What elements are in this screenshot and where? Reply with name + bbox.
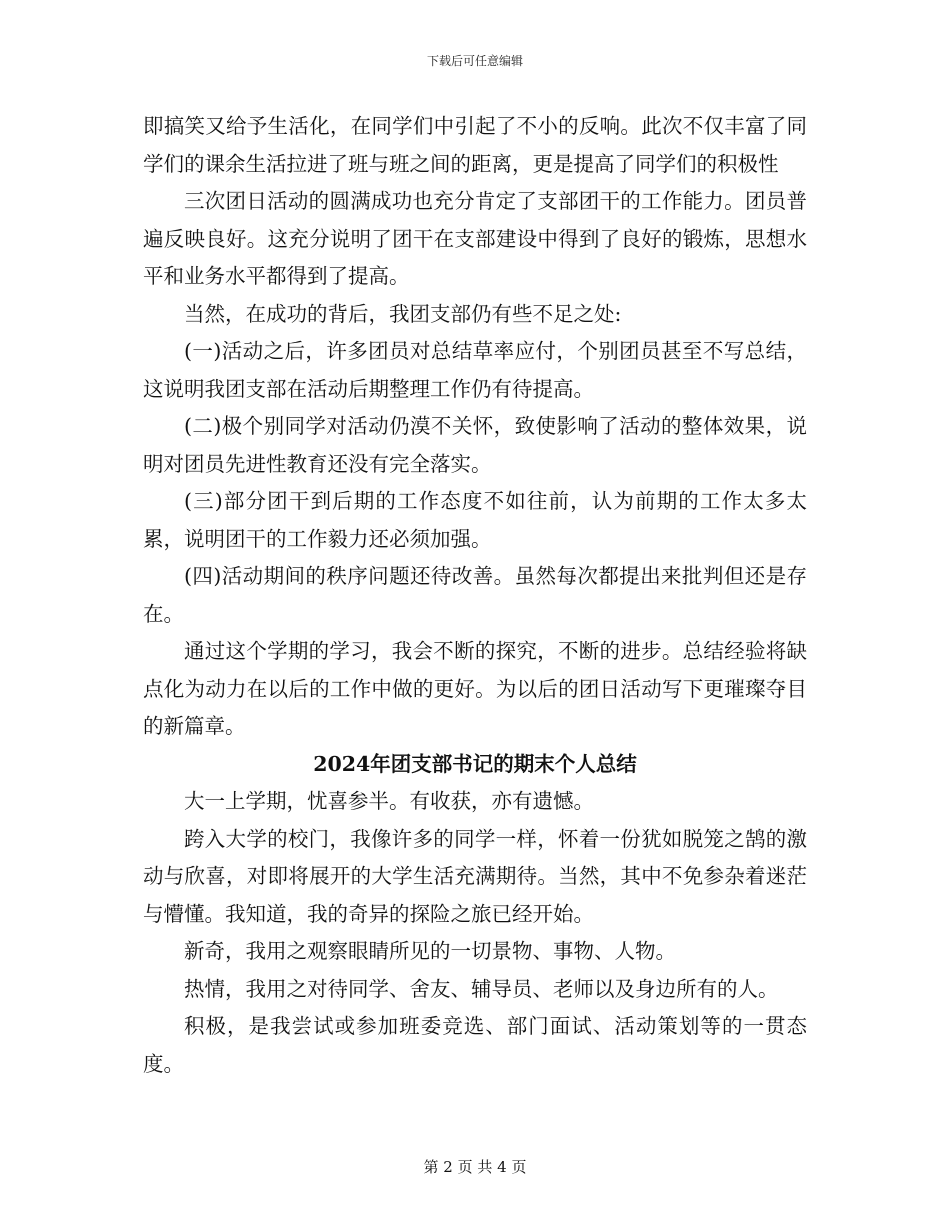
section-heading: 2024年团支部书记的期末个人总结: [313, 751, 637, 776]
page-footer: 第 2 页 共 4 页: [423, 1158, 527, 1176]
paragraph: 通过这个学期的学习，我会不断的探究，不断的进步。总结经验将缺点化为动力在以后的工作中做的更好。为以后的团日活动写下更璀璨夺目的新篇章。: [143, 639, 807, 738]
list-item-1: (一)活动之后，许多团员对总结草率应付，个别团员甚至不写总结，这说明我团支部在活动后期整理工作仍有待提高。: [143, 339, 807, 401]
paragraph: 积极，是我尝试或参加班委竞选、部门面试、活动策划等的一贯态度。: [143, 1014, 807, 1076]
paragraph: 新奇，我用之观察眼睛所见的一切景物、事物、人物。: [184, 939, 676, 963]
paragraph: 即搞笑又给予生活化，在同学们中引起了不小的反响。此次不仅丰富了同学们的课余生活拉进了班与班之间的距离，更是提高了同学们的积极性: [143, 114, 807, 176]
list-item-3: (三)部分团干到后期的工作态度不如往前，认为前期的工作太多太累，说明团干的工作毅力还必须加强。: [143, 489, 807, 551]
paragraph: 跨入大学的校门，我像许多的同学一样，怀着一份犹如脱笼之鹄的激动与欣喜，对即将展开的大学生活充满期待。当然，其中不免参杂着迷茫与懵懂。我知道，我的奇异的探险之旅已经开始。: [143, 826, 807, 926]
paragraph: 热情，我用之对待同学、舍友、辅导员、老师以及身边所有的人。: [184, 976, 779, 1001]
list-item-2: (二)极个别同学对活动仍漠不关怀，致使影响了活动的整体效果，说明对团员先进性教育还没有完全落实。: [143, 414, 807, 476]
page-header: 下载后可任意编辑: [426, 54, 523, 68]
list-item-4: (四)活动期间的秩序问题还待改善。虽然每次都提出来批判但还是存在。: [143, 564, 807, 626]
paragraph: 当然，在成功的背后，我团支部仍有些不足之处:: [184, 301, 622, 326]
document-body: [143, 108, 807, 1083]
paragraph: 三次团日活动的圆满成功也充分肯定了支部团干的工作能力。团员普遍反映良好。这充分说明了团干在支部建设中得到了良好的锻炼，思想水平和业务水平都得到了提高。: [143, 189, 807, 288]
paragraph: 大一上学期，忧喜参半。有收获，亦有遗憾。: [184, 789, 594, 813]
